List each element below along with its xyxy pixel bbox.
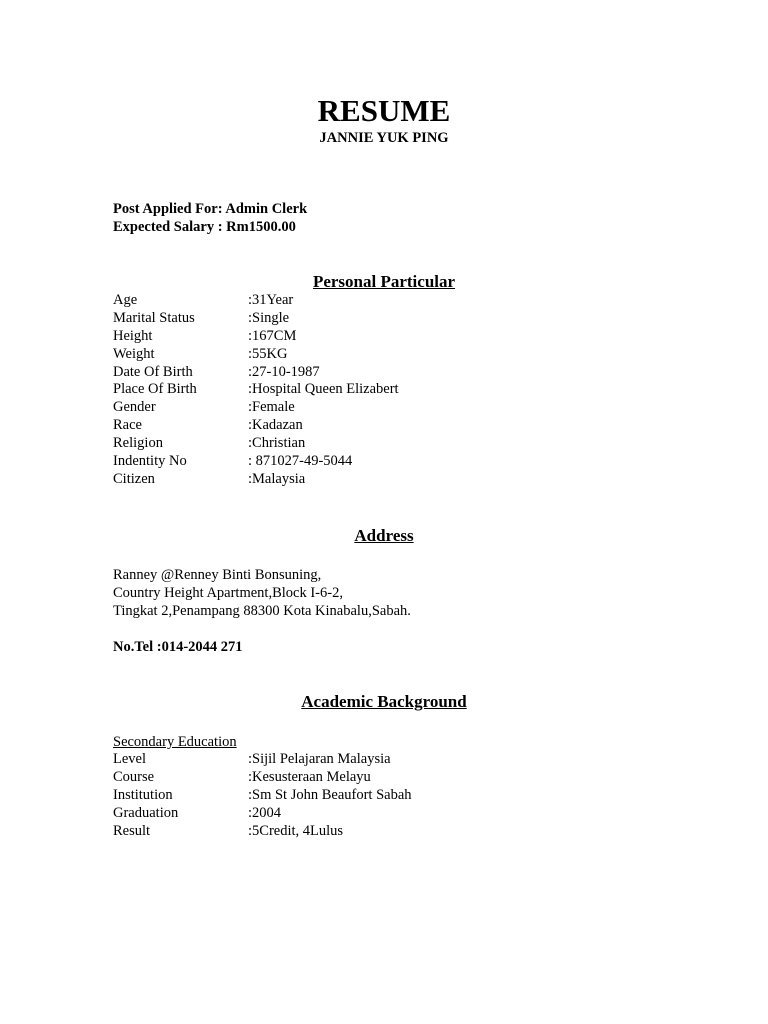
personal-label: Religion: [113, 435, 163, 452]
academic-table: [113, 751, 573, 840]
academic-value: :Kesusteraan Melayu: [248, 768, 371, 785]
personal-particular-table: [113, 292, 573, 489]
personal-row-marital-status: [113, 310, 573, 328]
personal-value: :55KG: [248, 345, 288, 362]
personal-row-place-of-birth: [113, 381, 573, 399]
personal-label: Weight: [113, 345, 155, 362]
personal-row-date-of-birth: [113, 364, 573, 382]
academic-label: Result: [113, 822, 151, 839]
academic-row-graduation: [113, 805, 573, 823]
personal-row-race: [113, 417, 573, 435]
resume-title: RESUME: [317, 93, 451, 128]
personal-label: Date Of Birth: [113, 363, 193, 380]
personal-label: Race: [113, 417, 142, 434]
applicant-name: JANNIE YUK PING: [319, 130, 449, 146]
personal-label: Indentity No: [113, 453, 187, 470]
personal-row-gender: [113, 399, 573, 417]
personal-value: :Kadazan: [248, 417, 303, 434]
academic-label: Level: [113, 751, 147, 767]
academic-label: Institution: [113, 786, 173, 803]
personal-row-weight: [113, 346, 573, 364]
academic-value: :Sijil Pelajaran Malaysia: [248, 751, 391, 767]
personal-value: :27-10-1987: [248, 363, 320, 380]
academic-value: :2004: [248, 804, 282, 821]
personal-row-identity-no: [113, 453, 573, 471]
secondary-education-label: Secondary Education: [113, 734, 237, 750]
personal-value: :Malaysia: [248, 470, 306, 487]
phone-number: No.Tel :014-2044 271: [113, 639, 243, 655]
personal-row-height: [113, 328, 573, 346]
personal-label: Marital Status: [113, 309, 195, 326]
personal-value: :Female: [248, 399, 295, 416]
personal-value: :Christian: [248, 435, 306, 452]
post-applied: Post Applied For: Admin Clerk: [113, 201, 308, 217]
personal-value: :Hospital Queen Elizabert: [248, 381, 399, 398]
expected-salary: Expected Salary : Rm1500.00: [113, 219, 296, 235]
personal-label: Gender: [113, 399, 156, 416]
personal-label: Citizen: [113, 470, 155, 487]
academic-value: :5Credit, 4Lulus: [248, 822, 344, 839]
personal-label: Height: [113, 327, 153, 344]
personal-row-religion: [113, 435, 573, 453]
academic-row-level: [113, 751, 573, 769]
personal-value: : 871027-49-5044: [248, 453, 353, 470]
personal-label: Place Of Birth: [113, 381, 197, 398]
address-line-3: Tingkat 2,Penampang 88300 Kota Kinabalu,Sabah.: [113, 603, 411, 619]
academic-background-heading: Academic Background: [301, 692, 467, 711]
personal-label: Age: [113, 292, 138, 308]
academic-label: Graduation: [113, 804, 179, 821]
personal-value: :167CM: [248, 327, 297, 344]
personal-value: :31Year: [248, 292, 294, 308]
address-heading: Address: [354, 526, 414, 545]
academic-label: Course: [113, 768, 155, 785]
address-line-1: Ranney @Renney Binti Bonsuning,: [113, 567, 322, 583]
address-line-2: Country Height Apartment,Block I-6-2,: [113, 585, 343, 601]
academic-row-course: [113, 769, 573, 787]
academic-row-result: [113, 823, 573, 841]
academic-row-institution: [113, 787, 573, 805]
personal-row-citizen: [113, 471, 573, 489]
personal-particular-heading: Personal Particular: [312, 272, 456, 291]
academic-value: :Sm St John Beaufort Sabah: [248, 786, 412, 803]
personal-row-age: [113, 292, 573, 310]
personal-value: :Single: [248, 309, 290, 326]
